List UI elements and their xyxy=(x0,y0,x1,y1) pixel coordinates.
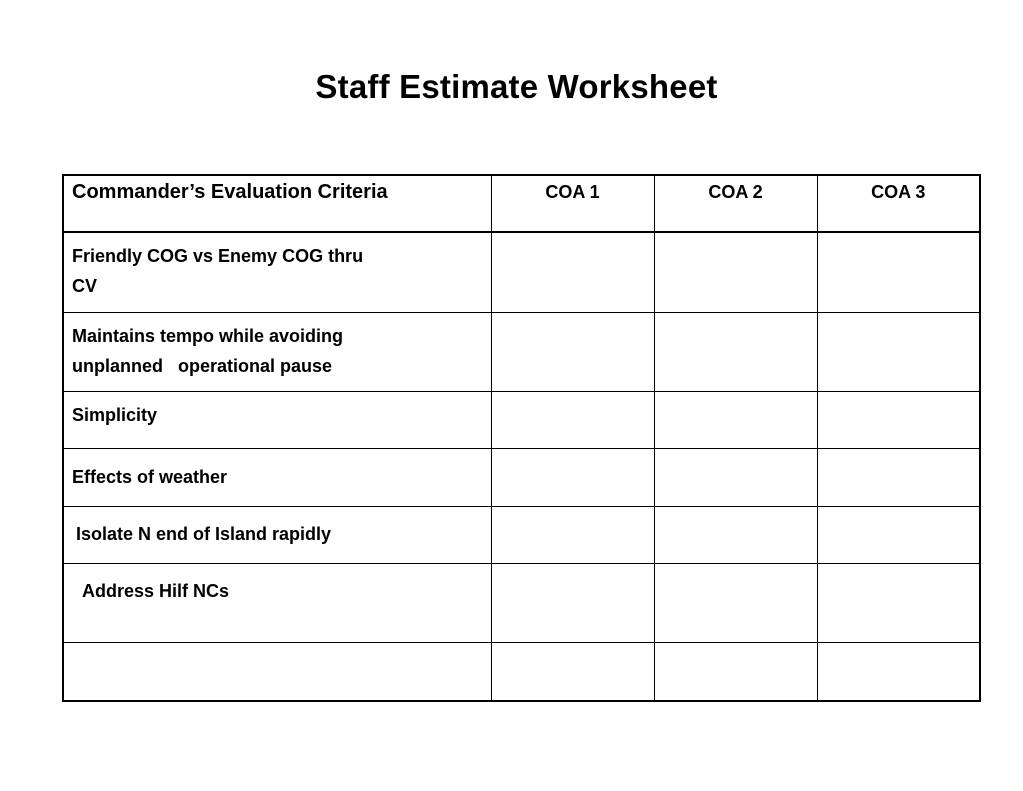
table-row xyxy=(63,448,980,506)
coa-3-score-cell xyxy=(817,563,980,642)
coa-2-score-cell xyxy=(654,391,817,448)
criterion-cell xyxy=(63,563,491,642)
criterion-text: unplanned operational pause xyxy=(72,355,333,376)
coa-1-score-cell xyxy=(491,506,654,563)
coa-1-score-cell xyxy=(491,232,654,312)
table-header-row xyxy=(63,175,980,232)
table-row xyxy=(63,563,980,642)
coa-3-score-cell xyxy=(817,232,980,312)
coa-2-score-cell xyxy=(654,506,817,563)
criterion-cell xyxy=(63,232,491,312)
coa-3-score-cell xyxy=(817,312,980,391)
coa-3-score-cell xyxy=(817,448,980,506)
worksheet-title: Staff Estimate Worksheet xyxy=(315,68,718,105)
criterion-text: Address Hilf NCs xyxy=(82,580,230,601)
criterion-cell xyxy=(63,391,491,448)
criterion-text: Maintains tempo while avoiding xyxy=(72,325,344,346)
table-row xyxy=(63,642,980,701)
coa-3-score-cell xyxy=(817,642,980,701)
table-row xyxy=(63,232,980,312)
coa-1-score-cell xyxy=(491,312,654,391)
coa-2-score-cell xyxy=(654,232,817,312)
criterion-cell xyxy=(63,448,491,506)
table-row xyxy=(63,391,980,448)
criterion-cell xyxy=(63,312,491,391)
coa-1-score-cell xyxy=(491,642,654,701)
coa-2-score-cell xyxy=(654,448,817,506)
criterion-text: CV xyxy=(72,276,98,296)
coa-1-score-cell xyxy=(491,448,654,506)
criterion-cell xyxy=(63,506,491,563)
criterion-cell xyxy=(63,642,491,701)
coa-2-score-cell xyxy=(654,642,817,701)
criterion-text: Isolate N end of Island rapidly xyxy=(76,523,332,544)
criterion-text: Friendly COG vs Enemy COG thru xyxy=(72,246,364,266)
coa-2-score-cell xyxy=(654,312,817,391)
coa-2-score-cell xyxy=(654,563,817,642)
coa-1-column-header: COA 1 xyxy=(491,175,654,232)
coa-3-score-cell xyxy=(817,391,980,448)
criterion-text: Effects of weather xyxy=(72,466,228,487)
evaluation-criteria-table xyxy=(62,174,981,702)
coa-1-score-cell xyxy=(491,391,654,448)
coa-3-column-header: COA 3 xyxy=(817,175,980,232)
table-row xyxy=(63,312,980,391)
coa-2-column-header: COA 2 xyxy=(654,175,817,232)
criterion-text: Simplicity xyxy=(72,404,158,425)
coa-1-score-cell xyxy=(491,563,654,642)
criteria-column-header: Commander’s Evaluation Criteria xyxy=(63,175,491,232)
table-row xyxy=(63,506,980,563)
coa-3-score-cell xyxy=(817,506,980,563)
